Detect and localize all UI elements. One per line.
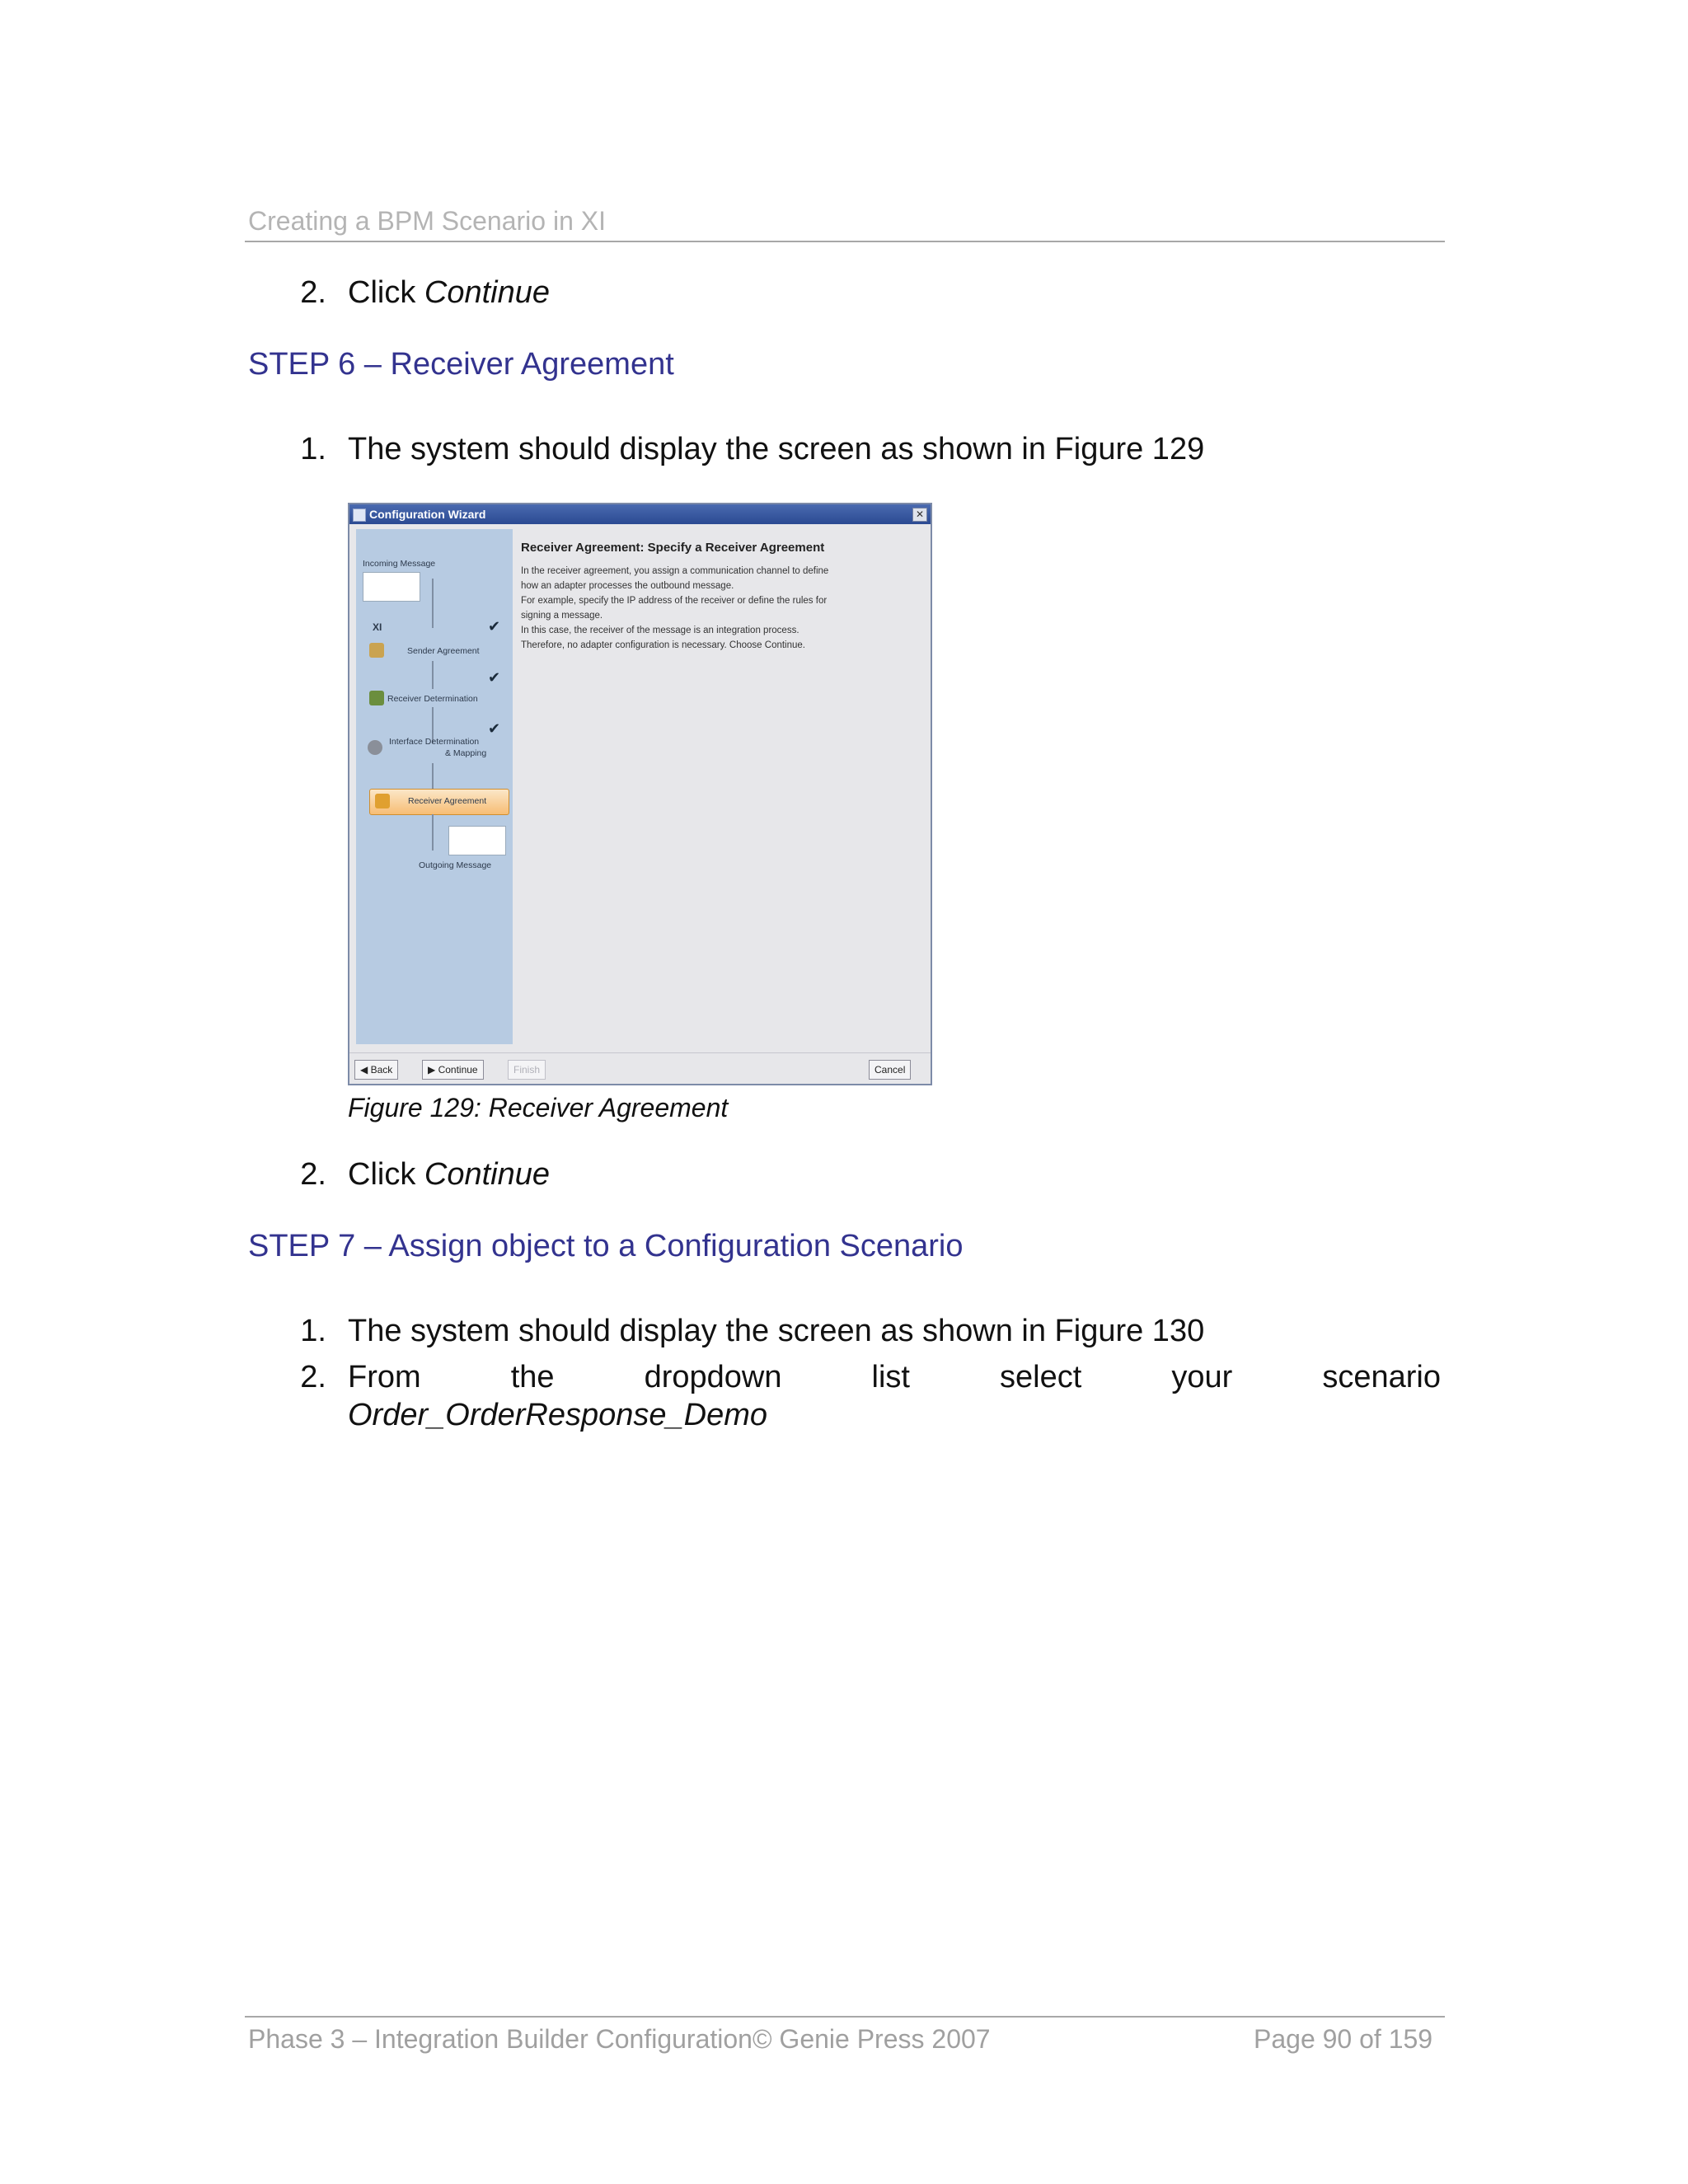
description-line: In the receiver agreement, you assign a communication channel to define — [521, 566, 829, 576]
description-line: In this case, the receiver of the message is an integration process. — [521, 626, 799, 635]
list-number: 2. — [300, 275, 326, 310]
list-number: 1. — [300, 1314, 326, 1348]
back-button[interactable]: ◀ Back — [354, 1060, 398, 1080]
flow-connector — [432, 661, 434, 689]
flow-incoming-label: Incoming Message — [363, 559, 436, 569]
flow-connector — [432, 763, 434, 790]
word: your — [1171, 1360, 1233, 1394]
list-item-dropdown — [348, 1360, 1441, 1395]
step7-heading: STEP 7 – Assign object to a Configuration Scenario — [248, 1229, 964, 1263]
list-number: 2. — [300, 1360, 326, 1394]
wizard-button-bar — [349, 1052, 931, 1085]
description-line: how an adapter processes the outbound message. — [521, 581, 734, 591]
envelope-icon — [448, 826, 506, 855]
list-item-display-screen: The system should display the screen as shown in Figure 130 — [348, 1314, 1205, 1348]
window-icon — [353, 509, 366, 522]
envelope-icon — [363, 572, 420, 602]
flow-interface-determination: Interface Determination — [389, 737, 480, 747]
cancel-button[interactable]: Cancel — [869, 1060, 911, 1080]
flow-outgoing-label: Outgoing Message — [419, 860, 492, 870]
wizard-flow-panel — [356, 529, 513, 1044]
check-icon: ✔ — [488, 618, 501, 635]
figure-caption: Figure 129: Receiver Agreement — [348, 1093, 729, 1122]
footer-text: Phase 3 – Integration Builder Configuration© Genie Press 2007 — [248, 2024, 991, 2054]
check-icon: ✔ — [488, 720, 501, 737]
close-icon[interactable]: ✕ — [912, 508, 927, 522]
description-line: signing a message. — [521, 611, 603, 621]
flow-xi-label: XI — [373, 621, 382, 633]
flow-interface-mapping: & Mapping — [445, 748, 487, 758]
emphasis-continue: Continue — [424, 275, 551, 310]
word: the — [510, 1360, 555, 1394]
wizard-step-heading: Receiver Agreement: Specify a Receiver Agreement — [521, 541, 825, 555]
check-icon: ✔ — [488, 669, 501, 686]
flow-connector — [432, 579, 434, 628]
page-number: Page 90 of 159 — [1254, 2024, 1433, 2054]
receiver-determination-icon — [369, 691, 384, 705]
list-number: 1. — [300, 432, 326, 466]
figure-129-screenshot — [348, 503, 932, 1085]
header-rule — [245, 241, 1445, 242]
list-item-click-continue — [348, 275, 550, 311]
list-number: 2. — [300, 1157, 326, 1192]
flow-receiver-determination: Receiver Determination — [387, 694, 478, 704]
sender-agreement-icon — [369, 643, 384, 658]
step6-heading: STEP 6 – Receiver Agreement — [248, 347, 674, 382]
flow-receiver-agreement: Receiver Agreement — [408, 796, 487, 806]
word: dropdown — [644, 1360, 782, 1394]
description-line: Therefore, no adapter configuration is necessary. Choose Continue. — [521, 640, 805, 650]
footer-rule — [245, 2016, 1445, 2018]
word: From — [348, 1360, 421, 1394]
wizard-description — [521, 564, 917, 653]
continue-button[interactable]: ▶ Continue — [422, 1060, 484, 1080]
flow-connector — [432, 814, 434, 851]
list-item-text: Click — [348, 1157, 424, 1192]
interface-mapping-icon — [368, 740, 382, 755]
emphasis-continue: Continue — [424, 1157, 551, 1192]
list-item-click-continue — [348, 1157, 550, 1193]
finish-button[interactable]: Finish — [508, 1060, 546, 1080]
flow-current-step — [369, 789, 509, 815]
word: list — [871, 1360, 910, 1394]
flow-sender-agreement: Sender Agreement — [407, 646, 480, 656]
wizard-title: Configuration Wizard — [369, 508, 486, 521]
list-item-text: Click — [348, 275, 424, 310]
running-header: Creating a BPM Scenario in XI — [248, 206, 606, 236]
word: select — [1000, 1360, 1082, 1394]
wizard-titlebar — [349, 504, 931, 524]
scenario-name — [348, 1398, 767, 1433]
word: scenario — [1322, 1360, 1441, 1394]
receiver-agreement-icon — [375, 794, 390, 808]
list-item-display-screen: The system should display the screen as shown in Figure 129 — [348, 432, 1205, 466]
emphasis-scenario: Order_OrderResponse_Demo — [348, 1398, 768, 1432]
description-line: For example, specify the IP address of the receiver or define the rules for — [521, 596, 828, 606]
